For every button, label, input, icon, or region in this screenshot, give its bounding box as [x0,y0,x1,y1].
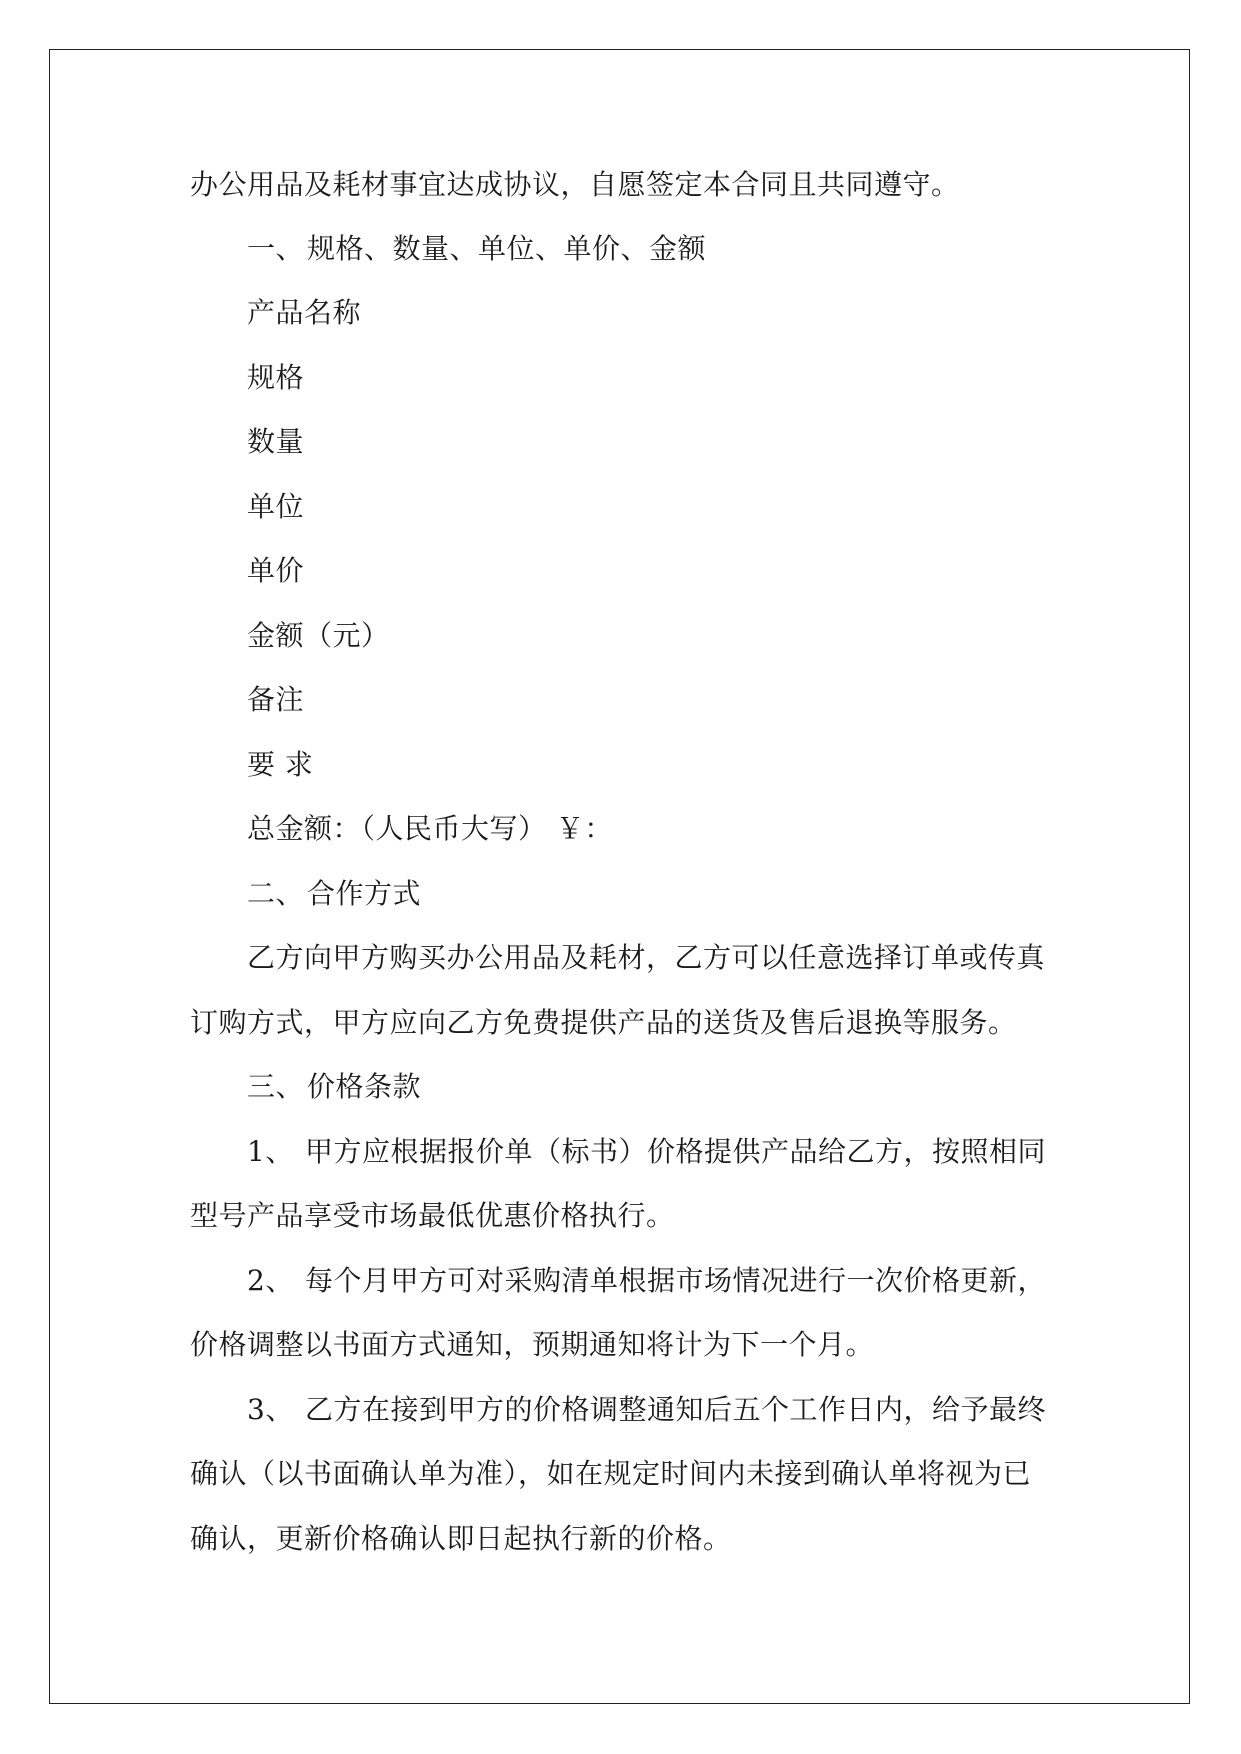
clause-2-line-1 [247,1263,1046,1299]
clause-2-line-2: 价格调整以书面方式通知，预期通知将计为下一个月。 [190,1328,875,1361]
section-2-paragraph-line-1: 乙方向甲方购买办公用品及耗材，乙方可以任意选择订单或传真 [247,941,1046,974]
clause-1-line-2: 型号产品享受市场最低优惠价格执行。 [190,1199,675,1232]
section-1-title: 规格、数量、单位、单价、金额 [307,232,707,265]
total-amount-line: 总金额：（人民币大写） ￥： [247,812,613,845]
field-unit: 单位 [247,490,305,523]
section-2-title: 合作方式 [307,877,422,910]
field-amount: 金额（元） [247,619,390,652]
section-3-number: 三、 [247,1070,305,1103]
section-2-number: 二、 [247,877,305,910]
clause-1-text-a: 甲方应根据报价单（标书）价格提供产品给乙方，按照相同 [305,1135,1047,1168]
section-1-number: 一、 [247,232,305,265]
field-unit-price: 单价 [247,554,305,587]
clause-3-line-3: 确认，更新价格确认即日起执行新的价格。 [190,1522,732,1555]
clause-2-number: 2、 [247,1264,294,1297]
field-requirements: 要 求 [247,748,314,781]
field-remarks: 备注 [247,683,305,716]
section-2-paragraph-line-2: 订购方式，甲方应向乙方免费提供产品的送货及售后退换等服务。 [190,1006,1017,1039]
field-spec: 规格 [247,361,305,394]
section-3-heading [247,1069,421,1105]
field-quantity: 数量 [247,425,305,458]
section-3-title: 价格条款 [307,1070,422,1103]
clause-2-text-a: 每个月甲方可对采购清单根据市场情况进行一次价格更新， [305,1264,1047,1297]
clause-1-number: 1、 [247,1135,294,1168]
intro-end-text: 办公用品及耗材事宜达成协议，自愿签定本合同且共同遵守。 [190,168,960,201]
clause-1-line-1 [247,1134,1046,1170]
section-2-heading [247,876,421,912]
clause-3-number: 3、 [247,1393,294,1426]
field-product-name: 产品名称 [247,296,362,329]
clause-3-text-a: 乙方在接到甲方的价格调整通知后五个工作日内，给予最终 [305,1393,1047,1426]
clause-3-line-2: 确认（以书面确认单为准），如在规定时间内未接到确认单将视为已 [190,1457,1032,1490]
clause-3-line-1 [247,1392,1046,1428]
section-1-heading [247,231,706,267]
